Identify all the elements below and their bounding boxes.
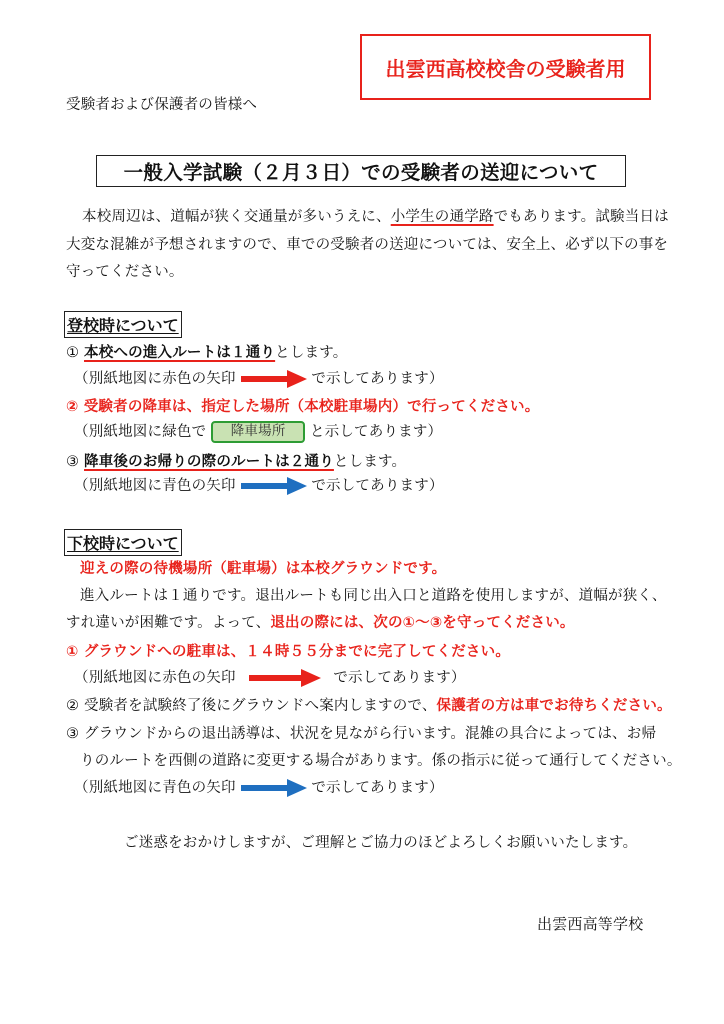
departure-item-3 — [66, 722, 656, 743]
arrival-item-1-rest: とします。 — [275, 345, 348, 361]
item-number: ③ — [66, 726, 80, 742]
departure-paragraph-1: 進入ルートは１通りです。退出ルートも同じ出入口と道路を使用しますが、道幅が狭く、 — [80, 588, 667, 604]
note-text: （別紙地図に赤色の矢印 — [74, 670, 236, 686]
note-text: と示してあります） — [309, 424, 443, 440]
blue-arrow-icon — [241, 477, 307, 495]
departure-text: すれ違いが困難です。よって、 — [66, 615, 271, 631]
departure-item-3-text: グラウンドからの退出誘導は、状況を見ながら行います。混雑の具合によっては、お帰 — [84, 726, 657, 742]
note-text: （別紙地図に青色の矢印 — [74, 780, 236, 796]
intro-text: 本校周辺は、道幅が狭く交通量が多いうえに、 — [82, 209, 391, 225]
arrival-note-2 — [74, 420, 442, 443]
greeting: 受験者および保護者の皆様へ — [66, 97, 258, 113]
note-text: で示してあります） — [333, 670, 466, 686]
item-number: ① — [66, 644, 79, 660]
arrival-item-3-rest: とします。 — [333, 454, 407, 470]
arrival-note-1 — [74, 367, 444, 388]
school-signature: 出雲西高等学校 — [537, 915, 644, 933]
departure-heading: 下校時について — [64, 529, 182, 556]
arrival-item-1-highlight: 本校への進入ルートは１通り — [84, 345, 276, 361]
closing-message: ご迷惑をおかけしますが、ご理解とご協力のほどよろしくお願いいたします。 — [124, 835, 638, 851]
intro-text: でもあります。試験当日は — [493, 209, 669, 225]
arrival-item-3-highlight: 降車後のお帰りの際のルートは２通り — [84, 454, 334, 470]
dropoff-area-legend: 降車場所 — [211, 421, 305, 443]
arrival-item-2 — [66, 395, 539, 416]
intro-underlined-text: 小学生の通学路 — [390, 209, 494, 225]
departure-note-1 — [74, 666, 466, 687]
departure-item-2-highlight: 保護者の方は車でお待ちください。 — [436, 698, 672, 714]
waiting-area-notice: 迎えの際の待機場所（駐車場）は本校グラウンドです。 — [80, 561, 447, 577]
arrival-heading: 登校時について — [64, 311, 182, 338]
page-title-text: 一般入学試験（２月３日）での受験者の送迎について — [123, 161, 599, 184]
item-number: ③ — [66, 454, 80, 470]
note-text: （別紙地図に赤色の矢印 — [74, 371, 236, 387]
note-text: で示してあります） — [311, 780, 444, 796]
intro-line-2: 大変な混雑が予想されますので、車での受験者の送迎については、安全上、必ず以下の事を — [66, 237, 669, 253]
red-arrow-icon — [249, 669, 321, 687]
red-arrow-icon — [241, 370, 307, 388]
departure-paragraph-2 — [66, 611, 575, 632]
arrival-item-1 — [66, 341, 347, 362]
applicant-label: 出雲西高校校舎の受験者用 — [385, 56, 626, 81]
note-text: （別紙地図に青色の矢印 — [74, 478, 236, 494]
page-title — [96, 155, 626, 187]
departure-item-3-cont: りのルートを西側の道路に変更する場合があります。係の指示に従って通行してください。 — [80, 753, 682, 769]
departure-highlight: 退出の際には、次の①～③を守ってください。 — [270, 615, 575, 631]
departure-item-1 — [66, 640, 510, 661]
arrival-item-2-text: 受験者の降車は、指定した場所（本校駐車場内）で行ってください。 — [83, 399, 540, 415]
note-text: で示してあります） — [311, 371, 444, 387]
item-number: ② — [66, 399, 79, 415]
departure-item-2 — [66, 694, 672, 715]
departure-item-2-text: 受験者を試験終了後にグラウンドへ案内しますので、 — [84, 698, 437, 714]
intro-line-1 — [82, 205, 669, 226]
item-number: ① — [66, 345, 80, 361]
blue-arrow-icon — [241, 779, 307, 797]
note-text: （別紙地図に緑色で — [74, 424, 207, 440]
applicant-label-box — [360, 34, 651, 100]
arrival-item-3 — [66, 450, 406, 471]
item-number: ② — [66, 698, 80, 714]
departure-item-1-text: グラウンドへの駐車は、１４時５５分までに完了してください。 — [83, 644, 511, 660]
note-text: で示してあります） — [311, 478, 444, 494]
intro-line-3: 守ってください。 — [66, 264, 184, 280]
departure-note-3 — [74, 776, 444, 797]
arrival-note-3 — [74, 474, 444, 495]
